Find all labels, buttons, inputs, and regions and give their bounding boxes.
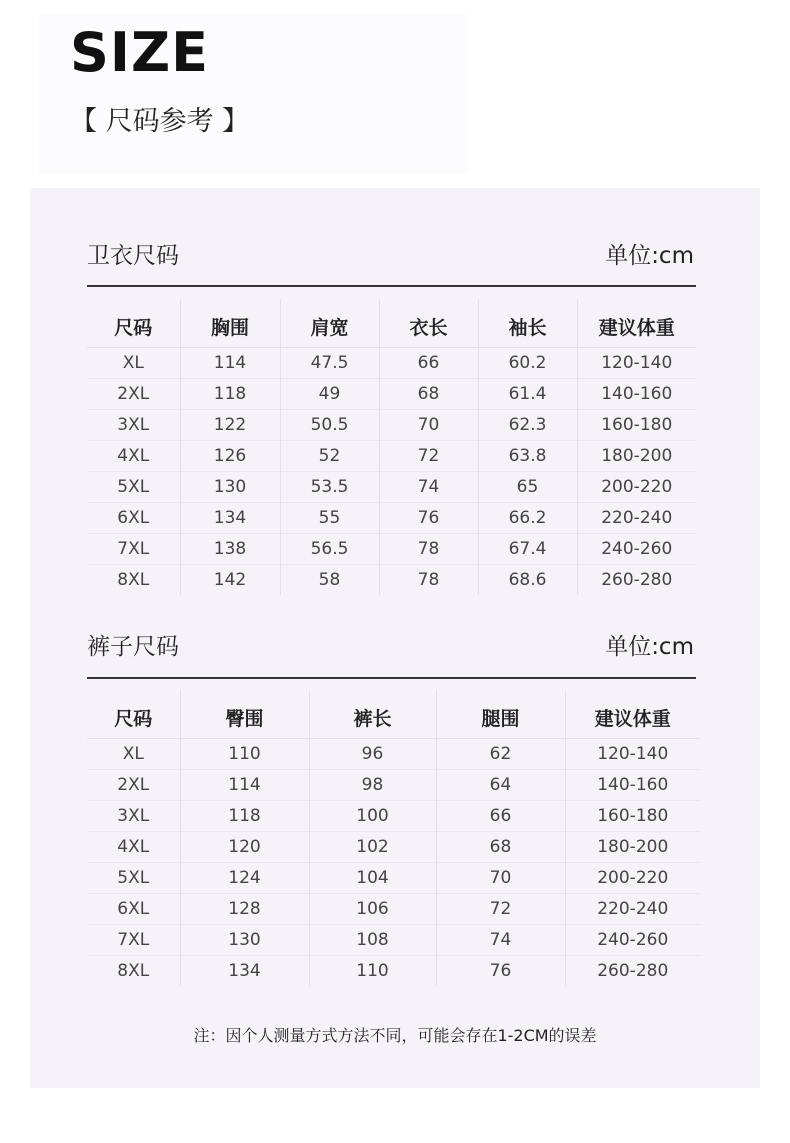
table-cell: 60.2 xyxy=(478,348,577,379)
table-cell: 104 xyxy=(309,863,436,894)
table-row xyxy=(87,863,700,894)
table-cell: 220-240 xyxy=(565,894,700,925)
table-cell: 118 xyxy=(180,379,280,410)
column-header: 尺码 xyxy=(114,316,153,339)
table-cell: 65 xyxy=(478,472,577,503)
table-cell: 106 xyxy=(309,894,436,925)
hoodie-divider xyxy=(87,285,696,287)
table-cell: 180-200 xyxy=(565,832,700,863)
column-header: 袖长 xyxy=(478,299,577,348)
table-cell: 70 xyxy=(436,863,565,894)
table-cell: 114 xyxy=(180,348,280,379)
table-cell: 64 xyxy=(436,770,565,801)
table-cell: 110 xyxy=(309,956,436,987)
table-cell: 140-160 xyxy=(577,379,696,410)
column-header: 肩宽 xyxy=(280,299,379,348)
table-cell: 53.5 xyxy=(280,472,379,503)
table-header-row xyxy=(87,690,700,739)
table-cell: 260-280 xyxy=(565,956,700,987)
column-header: 胸围 xyxy=(180,299,280,348)
table-cell: 128 xyxy=(180,894,309,925)
table-cell: 66 xyxy=(379,348,478,379)
column-header: 腿围 xyxy=(436,690,565,739)
table-cell: 200-220 xyxy=(565,863,700,894)
table-cell: 120 xyxy=(180,832,309,863)
column-header: 臀围 xyxy=(180,690,309,739)
table-row xyxy=(87,770,700,801)
table-cell: 118 xyxy=(180,801,309,832)
table-cell: 120-140 xyxy=(577,348,696,379)
table-cell: 62 xyxy=(436,739,565,770)
table-cell: 47.5 xyxy=(280,348,379,379)
table-cell: 240-260 xyxy=(565,925,700,956)
hoodie-size-table xyxy=(87,299,696,595)
table-cell: 66.2 xyxy=(478,503,577,534)
table-row xyxy=(87,348,696,379)
table-cell: 2XL xyxy=(87,379,180,410)
table-cell: 122 xyxy=(180,410,280,441)
table-row xyxy=(87,565,696,596)
table-cell: 110 xyxy=(180,739,309,770)
table-cell: 200-220 xyxy=(577,472,696,503)
table-row xyxy=(87,441,696,472)
table-cell: 74 xyxy=(436,925,565,956)
table-row xyxy=(87,472,696,503)
table-cell: 68.6 xyxy=(478,565,577,596)
table-cell: 7XL xyxy=(87,534,180,565)
hoodie-unit-label: 单位:cm xyxy=(605,243,694,269)
table-cell: 142 xyxy=(180,565,280,596)
table-cell: 108 xyxy=(309,925,436,956)
table-cell: 4XL xyxy=(87,832,180,863)
table-cell: 74 xyxy=(379,472,478,503)
table-cell: 160-180 xyxy=(577,410,696,441)
table-cell: 126 xyxy=(180,441,280,472)
pants-section-title: 裤子尺码 xyxy=(87,634,179,660)
table-cell: 5XL xyxy=(87,472,180,503)
table-cell: 98 xyxy=(309,770,436,801)
table-cell: 8XL xyxy=(87,565,180,596)
table-cell: 6XL xyxy=(87,503,180,534)
table-cell: 100 xyxy=(309,801,436,832)
table-cell: 4XL xyxy=(87,441,180,472)
table-cell: 240-260 xyxy=(577,534,696,565)
table-cell: 134 xyxy=(180,503,280,534)
table-cell: 140-160 xyxy=(565,770,700,801)
table-row xyxy=(87,503,696,534)
table-cell: 78 xyxy=(379,534,478,565)
table-cell: 78 xyxy=(379,565,478,596)
table-cell: 160-180 xyxy=(565,801,700,832)
table-cell: 72 xyxy=(379,441,478,472)
column-header: 建议体重 xyxy=(577,299,696,348)
pants-size-table xyxy=(87,690,700,986)
table-cell: XL xyxy=(87,348,180,379)
table-row xyxy=(87,925,700,956)
table-cell: 68 xyxy=(379,379,478,410)
column-header: 裤长 xyxy=(309,690,436,739)
table-cell: 7XL xyxy=(87,925,180,956)
table-cell: 180-200 xyxy=(577,441,696,472)
column-header: 建议体重 xyxy=(565,690,700,739)
table-cell: 61.4 xyxy=(478,379,577,410)
column-header: 尺码 xyxy=(114,707,153,730)
table-header-row xyxy=(87,299,696,348)
table-cell: XL xyxy=(87,739,180,770)
table-cell: 96 xyxy=(309,739,436,770)
table-cell: 6XL xyxy=(87,894,180,925)
table-cell: 5XL xyxy=(87,863,180,894)
table-cell: 50.5 xyxy=(280,410,379,441)
table-cell: 220-240 xyxy=(577,503,696,534)
table-cell: 72 xyxy=(436,894,565,925)
hoodie-section-title: 卫衣尺码 xyxy=(87,243,179,269)
table-cell: 134 xyxy=(180,956,309,987)
table-row xyxy=(87,956,700,987)
table-cell: 120-140 xyxy=(565,739,700,770)
table-cell: 52 xyxy=(280,441,379,472)
table-row xyxy=(87,379,696,410)
table-cell: 102 xyxy=(309,832,436,863)
table-cell: 260-280 xyxy=(577,565,696,596)
pants-unit-label: 单位:cm xyxy=(605,634,694,660)
table-cell: 58 xyxy=(280,565,379,596)
table-cell: 3XL xyxy=(87,410,180,441)
table-cell: 138 xyxy=(180,534,280,565)
table-row xyxy=(87,894,700,925)
table-cell: 49 xyxy=(280,379,379,410)
table-cell: 68 xyxy=(436,832,565,863)
table-row xyxy=(87,739,700,770)
page-subtitle: 【 尺码参考 】 xyxy=(70,106,250,137)
table-cell: 76 xyxy=(436,956,565,987)
table-row xyxy=(87,410,696,441)
table-cell: 114 xyxy=(180,770,309,801)
table-cell: 2XL xyxy=(87,770,180,801)
table-cell: 70 xyxy=(379,410,478,441)
table-row xyxy=(87,801,700,832)
table-row xyxy=(87,832,700,863)
measurement-note: 注：因个人测量方式方法不同，可能会存在1-2CM的误差 xyxy=(193,1026,597,1045)
table-cell: 67.4 xyxy=(478,534,577,565)
table-cell: 66 xyxy=(436,801,565,832)
table-cell: 62.3 xyxy=(478,410,577,441)
table-cell: 130 xyxy=(180,925,309,956)
table-cell: 56.5 xyxy=(280,534,379,565)
pants-divider xyxy=(87,677,696,679)
table-cell: 55 xyxy=(280,503,379,534)
table-cell: 8XL xyxy=(87,956,180,987)
table-cell: 124 xyxy=(180,863,309,894)
table-cell: 76 xyxy=(379,503,478,534)
table-cell: 63.8 xyxy=(478,441,577,472)
table-cell: 130 xyxy=(180,472,280,503)
table-cell: 3XL xyxy=(87,801,180,832)
table-row xyxy=(87,534,696,565)
column-header: 衣长 xyxy=(379,299,478,348)
page-title: SIZE xyxy=(70,21,210,84)
